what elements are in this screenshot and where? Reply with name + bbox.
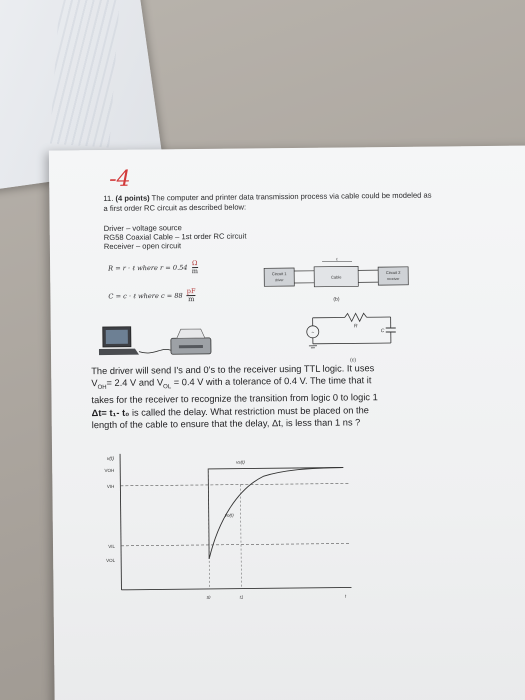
vol-axis-label: VOL (106, 557, 116, 563)
capacitance-formula-text: C = c · ℓ where c = 88 (108, 291, 183, 301)
vil-dashed-line (121, 543, 351, 545)
resistance-formula (108, 260, 198, 276)
length-label: ℓ (336, 256, 338, 262)
capacitance-formula (108, 288, 195, 304)
diagram-b-label: (b) (333, 296, 340, 303)
grade-mark: -4 (109, 166, 131, 192)
resistance-unit-den: m (191, 267, 199, 276)
capacitance-unit-den: m (188, 295, 195, 304)
driver-line: Driver – voltage source (103, 223, 182, 234)
resistor-label: R (353, 323, 358, 330)
t1-marker (240, 485, 241, 589)
diagram-c-label: (c) (350, 357, 357, 364)
circuit2-label: Circuit 2 (385, 269, 401, 276)
circuit1-label: Circuit 1 (271, 271, 287, 277)
y-axis (120, 454, 121, 590)
computer-printer-illustration (99, 322, 219, 361)
voltage-transition-graph (88, 447, 360, 610)
question-number: 11. (103, 193, 114, 204)
capacitance-unit (187, 288, 196, 303)
circuit1-sublabel: driver (274, 278, 284, 283)
capacitor-label: C (380, 328, 385, 335)
delay-definition: Δt= t₁- t₀ (91, 407, 130, 418)
paragraph-line-1: The driver will send I's and 0's to the receiver using TTL logic. It uses (91, 363, 375, 377)
vil-axis-label: VIL (108, 543, 116, 549)
t-axis-label: t (344, 593, 347, 599)
t0-label: t0 (206, 594, 211, 600)
receiver-line: Receiver – open circuit (103, 241, 182, 252)
svg-text:~: ~ (311, 329, 315, 336)
problem-paragraph (91, 361, 502, 432)
cable-line: RG58 Coaxial Cable – 1st order RC circuit (103, 231, 247, 243)
question-title (103, 191, 433, 213)
laptop-base (99, 349, 139, 355)
cable-label: Cable (330, 274, 342, 280)
vo-curve-label: vo(t) (224, 512, 234, 518)
voh-subscript: OH (97, 385, 107, 392)
question-points: (4 points) (115, 193, 150, 203)
resistor-icon (345, 313, 367, 321)
x-axis (121, 587, 351, 589)
resistance-unit-num: Ω (191, 259, 198, 268)
voh-text: = 2.4 V and V (106, 377, 164, 389)
vs-curve-label: vs(t) (236, 459, 245, 465)
printer-paper (177, 329, 205, 338)
capacitance-unit-num: pF (186, 287, 196, 296)
rc-circuit-diagram (301, 309, 412, 368)
cable-block-diagram (262, 257, 412, 307)
paragraph-line-3: takes for the receiver to recognize the transition from logic 0 to logic 1 (91, 392, 378, 406)
circuit2-sublabel: receiver (386, 276, 400, 282)
paragraph-line-5: length of the cable to ensure that the delay, Δt, is less than 1 ns ? (91, 417, 361, 431)
vol-subscript: OL (163, 384, 172, 391)
vol-text: = 0.4 V with a tolerance of 0.4 V. The time that it (173, 375, 372, 388)
data-cable (139, 349, 171, 353)
resistance-unit (192, 260, 198, 275)
model-description (104, 223, 247, 252)
question-intro: The computer and printer data transmission process via cable could be modeled as a first order RC circuit as described below: (103, 190, 432, 213)
vih-dashed-line (120, 483, 350, 485)
vih-axis-label: VIH (106, 483, 115, 489)
t1-label: t1 (239, 594, 244, 600)
homework-sheet (49, 145, 525, 700)
paper-ink-marks (49, 0, 120, 148)
voh-symbol: V (91, 378, 98, 389)
paragraph-line-4-rest: is called the delay. What restriction must be placed on the (129, 404, 369, 418)
voh-axis-label: VOH (104, 467, 115, 474)
resistance-formula-text: R = r · ℓ where r = 0.54 (108, 263, 188, 273)
y-axis-label: v(t) (106, 455, 115, 462)
